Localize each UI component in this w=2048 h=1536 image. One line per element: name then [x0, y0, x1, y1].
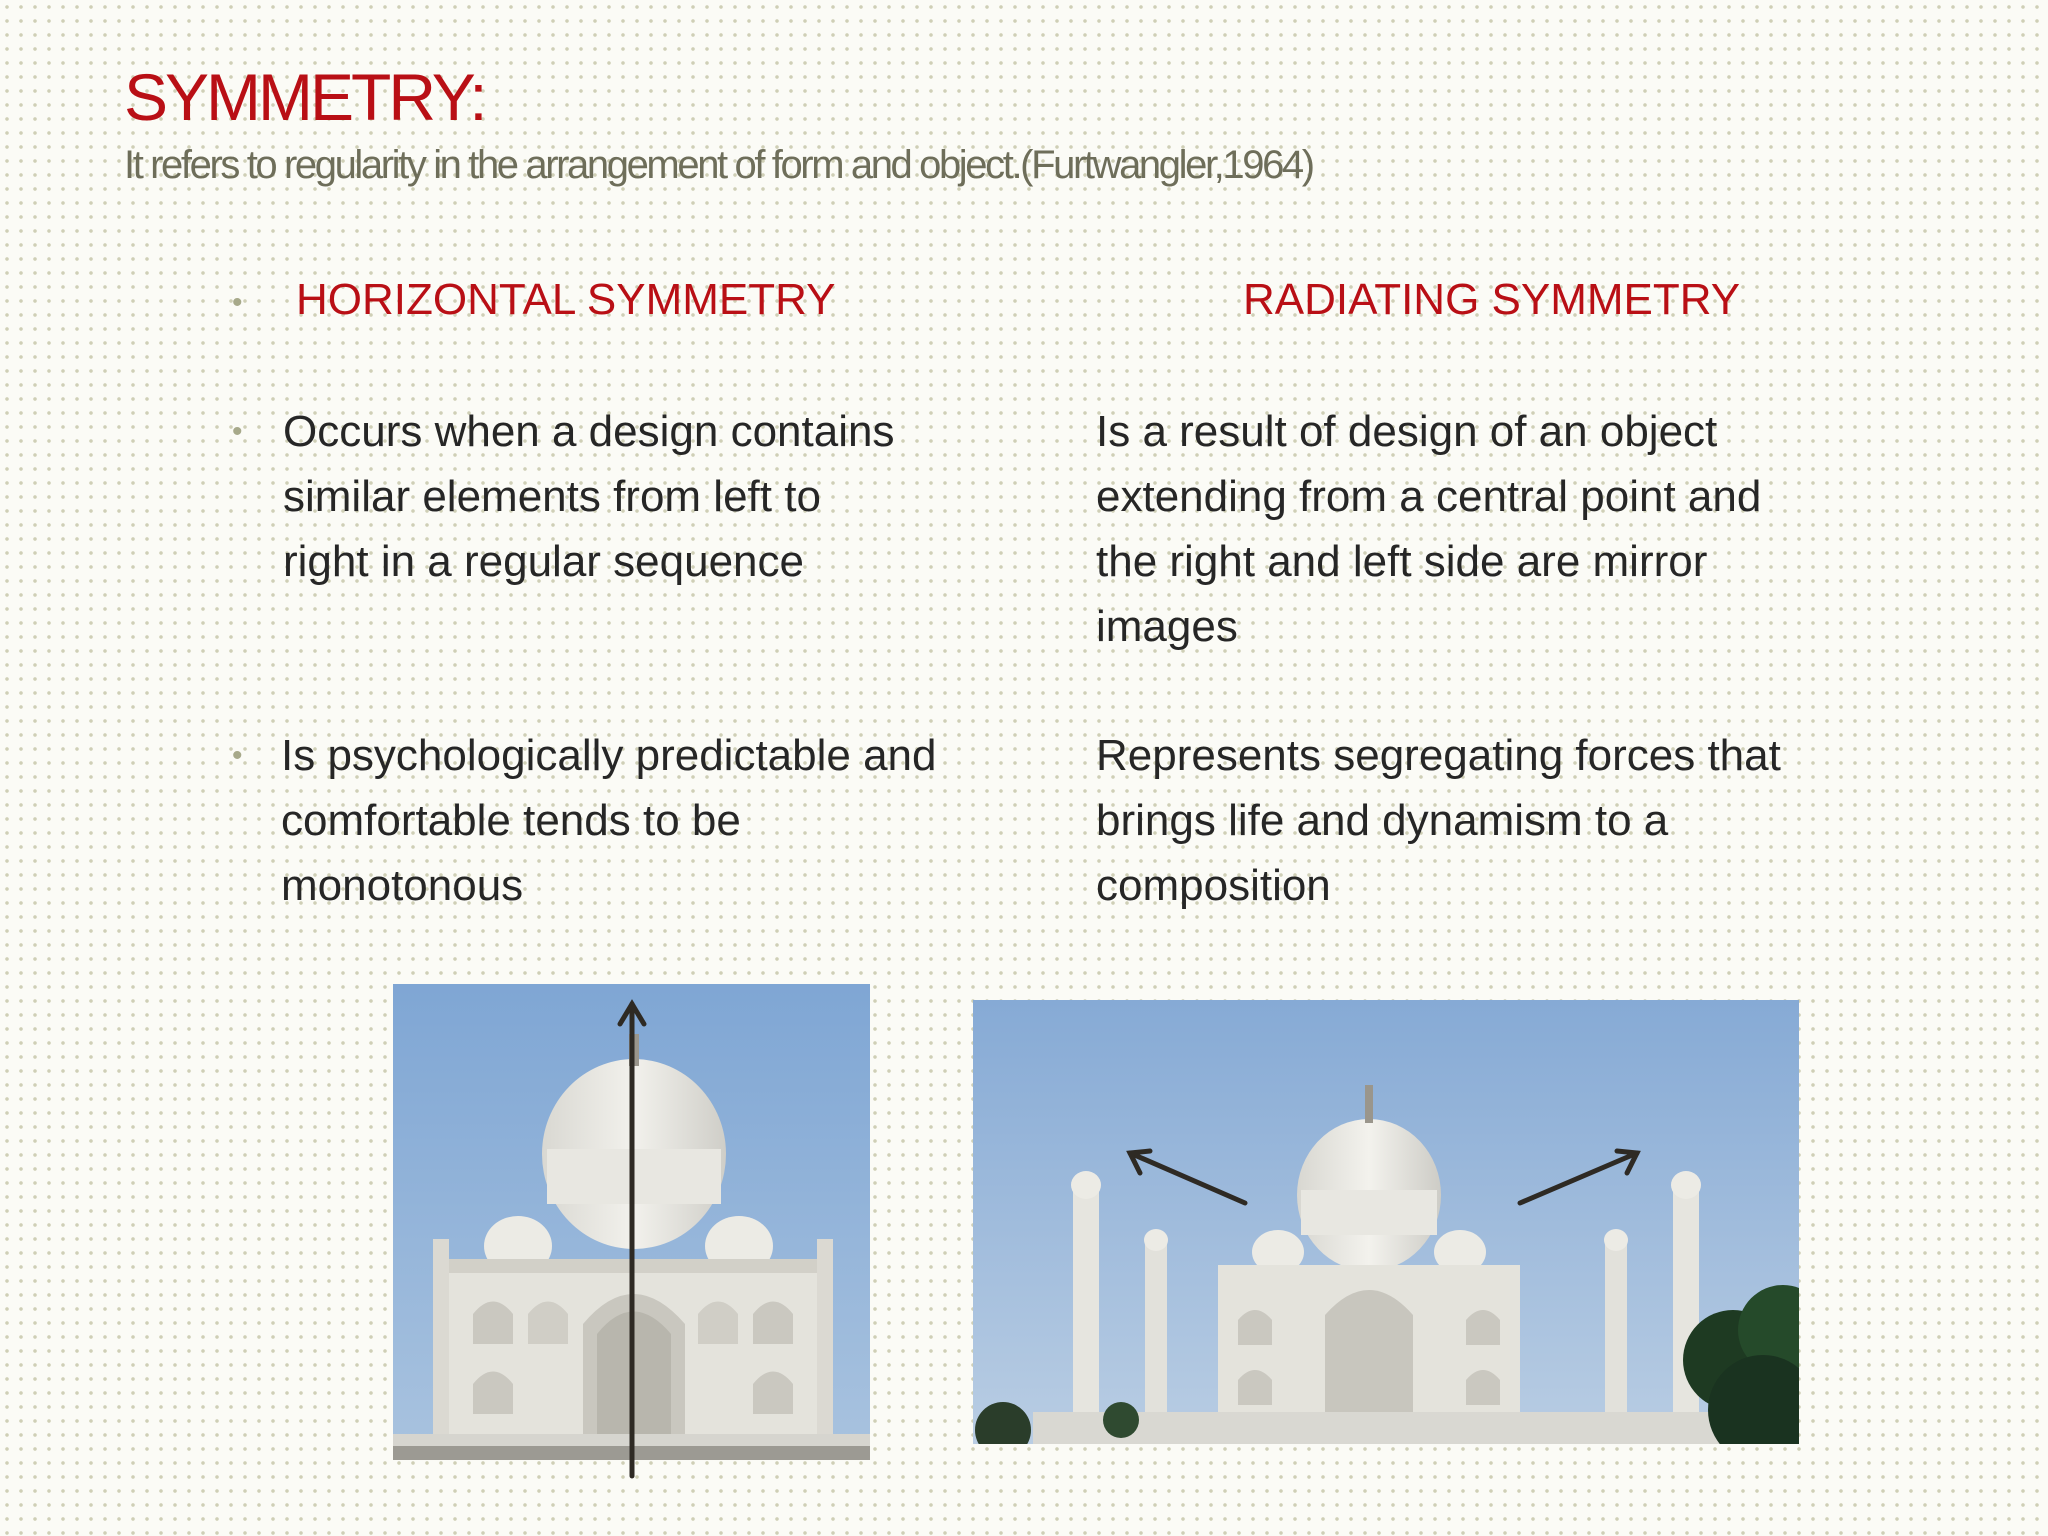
horizontal-point-1: Occurs when a design contains similar elements from left to right in a regular sequence	[283, 407, 895, 586]
radiating-point-1: Is a result of design of an object extending from a central point and the right and left side are mirror images	[1096, 407, 1762, 651]
bullet-dot-icon: •	[232, 739, 243, 772]
taj-mahal-front-photo	[393, 984, 870, 1460]
bullet-dot-icon: •	[232, 415, 243, 448]
bullet-dot-icon: •	[232, 286, 243, 319]
horizontal-symmetry-heading: HORIZONTAL SYMMETRY	[296, 275, 836, 324]
radiating-symmetry-heading: RADIATING SYMMETRY	[1243, 275, 1741, 324]
taj-mahal-minarets-photo	[973, 1000, 1799, 1444]
horizontal-point-2: Is psychologically predictable and comfortable tends to be monotonous	[281, 731, 937, 910]
slide-title: SYMMETRY:	[124, 60, 485, 134]
slide-subtitle: It refers to regularity in the arrangement of form and object.(Furtwangler,1964)	[124, 143, 1313, 187]
radiating-point-2: Represents segregating forces that brings life and dynamism to a composition	[1096, 731, 1781, 910]
